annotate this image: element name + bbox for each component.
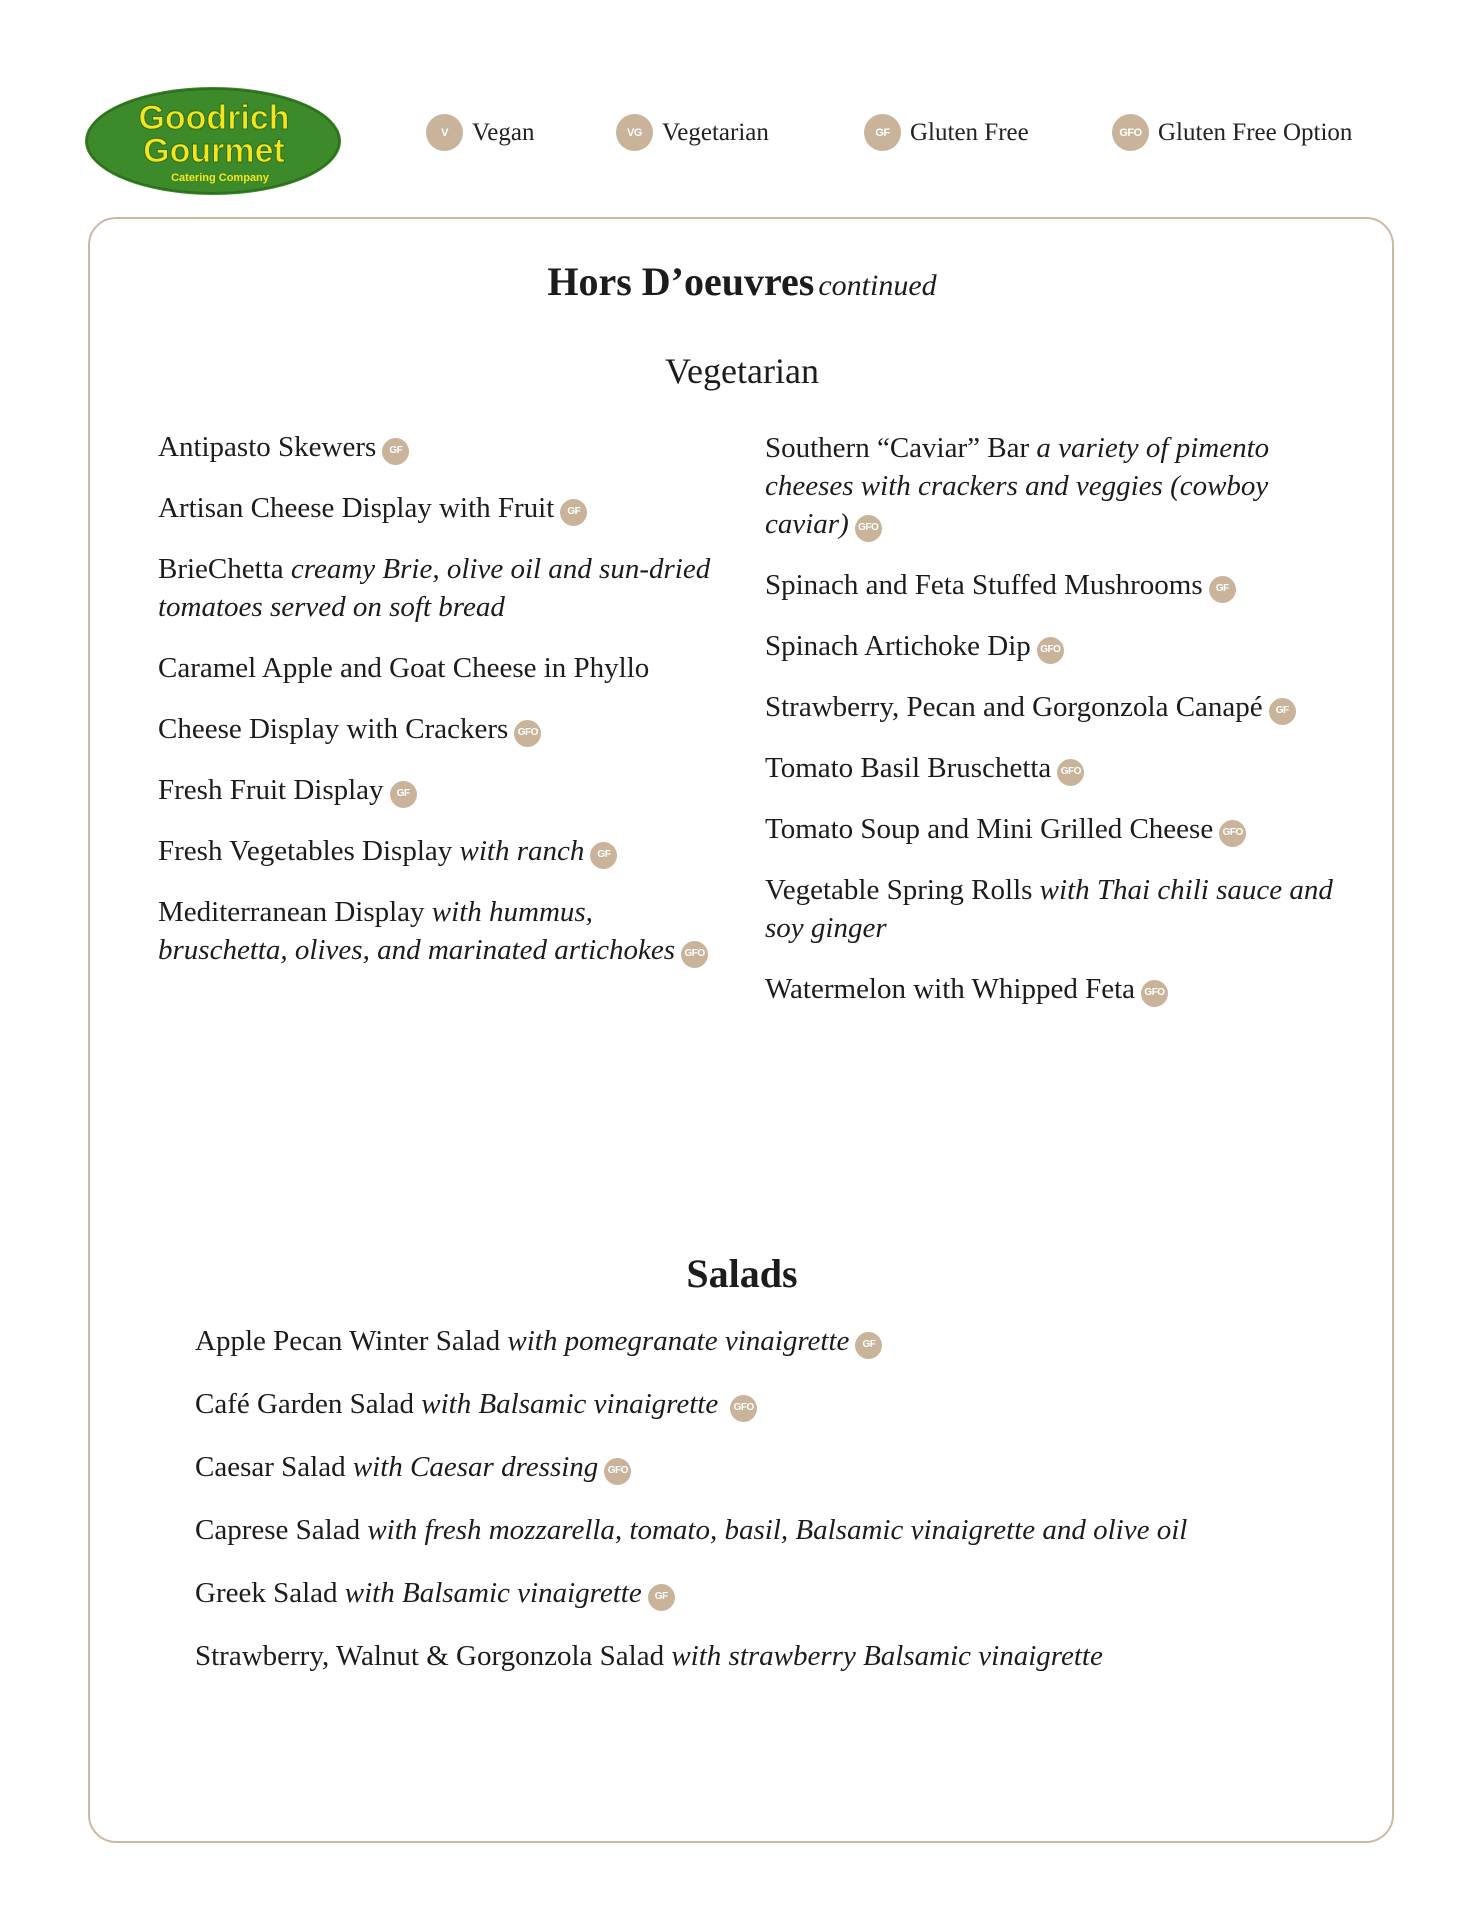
gluten-free-badge-icon: GF	[648, 1584, 675, 1611]
item-name: BrieChetta	[158, 553, 284, 585]
item-description: with Caesar dressing	[352, 1451, 599, 1483]
menu-item	[158, 489, 728, 527]
gluten-free-option-badge-icon: GFO	[1037, 637, 1064, 664]
gluten-free-option-badge-icon: GFO	[514, 720, 541, 747]
item-description: with strawberry Balsamic vinaigrette	[671, 1640, 1103, 1672]
menu-item	[158, 893, 728, 969]
item-description: with fresh mozzarella, tomato, basil, Balsamic vinaigrette and olive oil	[367, 1514, 1188, 1546]
item-name: Spinach and Feta Stuffed Mushrooms	[765, 569, 1203, 601]
salad-item	[195, 1574, 1355, 1637]
menu-item	[765, 810, 1345, 848]
gluten-free-badge-icon: GF	[855, 1332, 882, 1359]
legend-label: Vegan	[472, 118, 535, 146]
gluten-free-badge-icon: GF	[864, 114, 901, 151]
salad-item	[195, 1448, 1355, 1511]
menu-item	[765, 970, 1345, 1008]
gluten-free-badge-icon: GF	[560, 499, 587, 526]
vegetarian-subheading: Vegetarian	[665, 351, 819, 391]
item-name: Spinach Artichoke Dip	[765, 630, 1031, 662]
item-name: Vegetable Spring Rolls	[765, 874, 1033, 906]
gluten-free-badge-icon: GF	[390, 781, 417, 808]
item-name: Caramel Apple and Goat Cheese in Phyllo	[158, 652, 650, 684]
item-description: with pomegranate vinaigrette	[507, 1325, 850, 1357]
logo-line-1: Goodrich	[138, 99, 290, 137]
item-name: Strawberry, Pecan and Gorgonzola Canapé	[765, 691, 1263, 723]
right-menu-column	[765, 429, 1345, 1031]
salad-item	[195, 1637, 1355, 1700]
logo-line-3: Catering Company	[171, 172, 269, 184]
gluten-free-badge-icon: GF	[1269, 698, 1296, 725]
item-name: Mediterranean Display	[158, 896, 425, 928]
salad-item	[195, 1511, 1355, 1574]
item-name: Café Garden Salad	[195, 1388, 415, 1420]
item-name: Artisan Cheese Display with Fruit	[158, 492, 555, 524]
item-name: Caesar Salad	[195, 1451, 346, 1483]
menu-item	[765, 627, 1345, 665]
legend-label: Gluten Free	[910, 118, 1029, 146]
item-description: with Thai chili sauce and soy ginger	[765, 874, 1333, 944]
menu-item	[765, 749, 1345, 787]
dietary-legend	[0, 114, 1484, 164]
gluten-free-badge-icon: GF	[1209, 576, 1236, 603]
gluten-free-option-badge-icon: GFO	[1141, 980, 1168, 1007]
legend-item-vegan	[426, 114, 534, 151]
item-description: with ranch	[459, 835, 585, 867]
item-name: Cheese Display with Crackers	[158, 713, 509, 745]
item-description: creamy Brie, olive oil and sun-dried tomatoes served on soft bread	[158, 553, 711, 623]
gluten-free-badge-icon: GF	[590, 842, 617, 869]
item-name: Fresh Fruit Display	[158, 774, 384, 806]
menu-item	[765, 566, 1345, 604]
legend-item-gluten-free-option	[1112, 114, 1352, 151]
menu-item	[765, 688, 1345, 726]
menu-item	[765, 871, 1345, 947]
item-name: Caprese Salad	[195, 1514, 361, 1546]
item-description: a variety of pimento cheeses with crackers and veggies (cowboy caviar)	[765, 432, 1270, 540]
salad-list	[195, 1322, 1355, 1700]
left-menu-column	[158, 428, 728, 992]
menu-item	[158, 771, 728, 809]
item-description: with Balsamic vinaigrette	[344, 1577, 642, 1609]
item-description: with hummus, bruschetta, olives, and marinated artichokes	[158, 896, 676, 966]
gluten-free-option-badge-icon: GFO	[1219, 820, 1246, 847]
legend-item-vegetarian	[616, 114, 769, 151]
salad-item	[195, 1322, 1355, 1385]
item-name: Antipasto Skewers	[158, 431, 377, 463]
item-name: Apple Pecan Winter Salad	[195, 1325, 501, 1357]
item-description: with Balsamic vinaigrette	[421, 1388, 719, 1420]
item-name: Tomato Soup and Mini Grilled Cheese	[765, 813, 1214, 845]
gluten-free-badge-icon: GF	[382, 438, 409, 465]
vegetarian-badge-icon: VG	[616, 114, 653, 151]
menu-item	[765, 429, 1345, 543]
section-title-suffix: continued	[818, 269, 937, 302]
gluten-free-option-badge-icon: GFO	[681, 941, 708, 968]
logo-line-2: Gourmet	[143, 132, 285, 170]
menu-item	[158, 832, 728, 870]
menu-item	[158, 428, 728, 466]
gluten-free-option-badge-icon: GFO	[730, 1395, 757, 1422]
gluten-free-option-badge-icon: GFO	[855, 515, 882, 542]
legend-item-gluten-free	[864, 114, 1029, 151]
legend-label: Vegetarian	[662, 118, 769, 146]
item-name: Greek Salad	[195, 1577, 338, 1609]
menu-item	[158, 550, 728, 626]
vegan-badge-icon: V	[426, 114, 463, 151]
item-name: Strawberry, Walnut & Gorgonzola Salad	[195, 1640, 665, 1672]
item-name: Tomato Basil Bruschetta	[765, 752, 1052, 784]
menu-item	[158, 649, 728, 687]
menu-item	[158, 710, 728, 748]
gluten-free-option-badge-icon: GFO	[604, 1458, 631, 1485]
section-title-main: Hors D’oeuvres	[547, 259, 815, 304]
gluten-free-option-badge-icon: GFO	[1112, 114, 1149, 151]
item-name: Southern “Caviar” Bar	[765, 432, 1030, 464]
legend-label: Gluten Free Option	[1158, 118, 1353, 146]
item-name: Fresh Vegetables Display	[158, 835, 453, 867]
gluten-free-option-badge-icon: GFO	[1057, 759, 1084, 786]
salads-heading: Salads	[686, 1251, 798, 1296]
salad-item	[195, 1385, 1355, 1448]
section-title	[0, 258, 1484, 305]
item-name: Watermelon with Whipped Feta	[765, 973, 1136, 1005]
